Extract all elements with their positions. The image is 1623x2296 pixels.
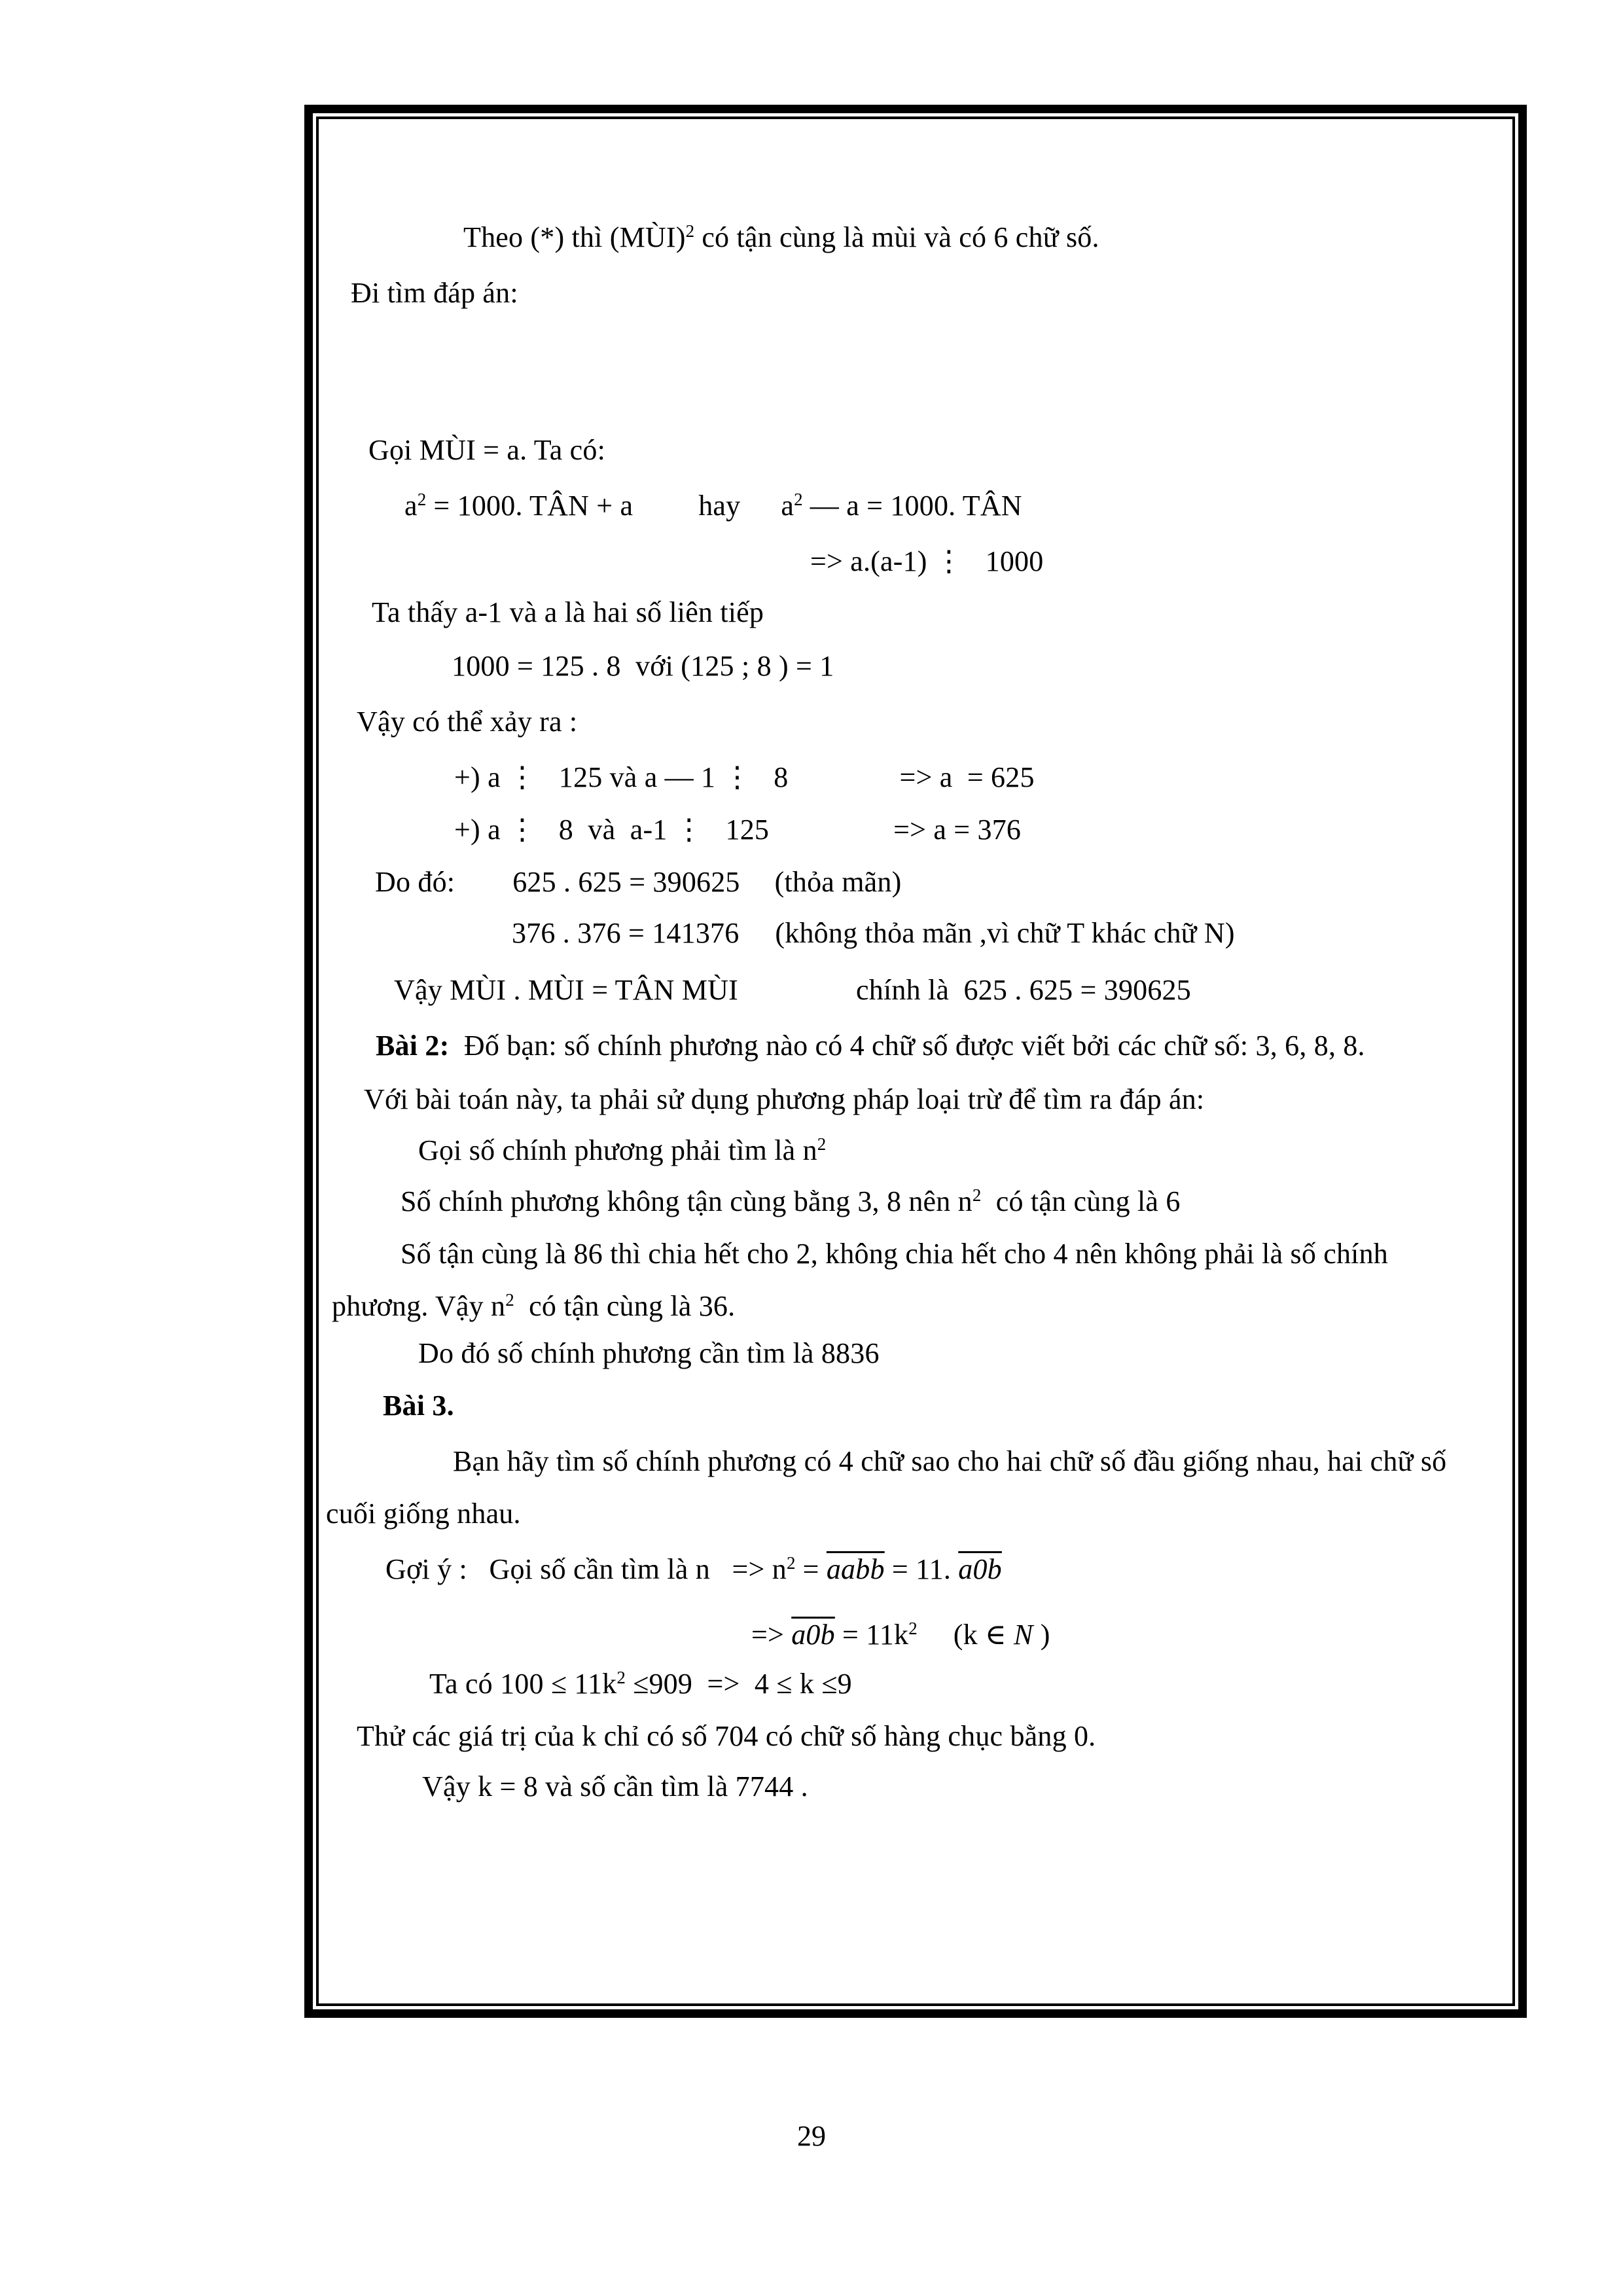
text-line	[453, 1442, 1446, 1481]
text-segment: (thỏa mãn)	[774, 866, 902, 898]
text-segment: Gọi MÙI = a. Ta có:	[368, 434, 605, 466]
text-line	[452, 647, 834, 686]
text-line	[418, 1131, 826, 1174]
text-segment: => a = 376	[893, 814, 1022, 846]
text-segment: =	[795, 1553, 827, 1585]
text-segment: Gọi số chính phương phải tìm là n	[418, 1134, 817, 1166]
text-line	[401, 1234, 1388, 1274]
tab-gap	[918, 1643, 954, 1644]
text-segment: Đố bạn: số chính phương nào có 4 chữ số được viết bởi các chữ số: 3, 6, 8, 8.	[449, 1030, 1365, 1062]
text-line	[401, 1182, 1181, 1225]
text-line	[810, 542, 1043, 581]
text-segment: 2	[786, 1553, 796, 1573]
text-segment: ⋮	[934, 545, 964, 577]
text-line	[372, 593, 764, 632]
text-segment: 1000 = 125 . 8 với (125 ; 8 ) = 1	[452, 650, 834, 682]
page-number: 29	[797, 2120, 826, 2152]
tab-gap	[769, 838, 893, 839]
text-segment: Do đó số chính phương cần tìm là 8836	[418, 1337, 880, 1369]
text-segment: Ta thấy a-1 và a là hai số liên tiếp	[372, 596, 764, 628]
text-line	[332, 1287, 735, 1329]
text-segment: 2	[817, 1134, 827, 1155]
text-line	[404, 486, 1022, 529]
text-segment: Vậy k = 8 và số cần tìm là 7744 .	[422, 1770, 808, 1803]
text-segment: hay	[698, 490, 741, 522]
text-segment: 376 . 376 = 141376	[512, 917, 740, 949]
text-segment: = 11k	[834, 1619, 909, 1651]
text-segment: ⋮	[674, 814, 704, 846]
text-segment: Thử các giá trị của k chỉ có số 704 có chữ số hàng chục bằng 0.	[357, 1720, 1096, 1752]
text-segment: ⋮	[508, 761, 537, 793]
text-segment: N	[1013, 1619, 1033, 1651]
text-line	[751, 1615, 1050, 1658]
text-segment: (k	[953, 1619, 985, 1651]
text-segment: Theo (*) thì (MÙI)	[463, 221, 686, 253]
text-segment: = 11.	[884, 1553, 959, 1585]
text-line	[364, 1080, 1204, 1119]
text-segment: Vậy có thể xảy ra :	[357, 706, 578, 738]
text-segment: 2	[417, 490, 427, 510]
text-line	[351, 274, 518, 313]
text-segment: ⋮	[722, 761, 752, 793]
text-segment: Do đó:	[375, 866, 455, 898]
text-segment: Bạn hãy tìm số chính phương có 4 chữ sao cho hai chữ số đầu giống nhau, hai chữ số	[453, 1445, 1447, 1477]
text-segment: — a = 1000. TÂN	[802, 490, 1022, 522]
text-segment: )	[1033, 1619, 1050, 1651]
text-segment: có tận cùng là mùi và có 6 chữ số.	[694, 221, 1099, 253]
text-segment: 2	[908, 1619, 918, 1639]
text-segment: có tận cùng là 6	[981, 1185, 1181, 1217]
tab-gap	[740, 514, 781, 515]
text-segment: Bài 3.	[383, 1390, 454, 1422]
text-line	[376, 1026, 1365, 1066]
text-segment: 125	[703, 814, 770, 846]
text-segment: a	[781, 490, 794, 522]
text-segment: 2	[794, 490, 803, 510]
text-line	[326, 1494, 521, 1534]
text-line	[422, 1767, 808, 1806]
text-segment: 2	[685, 221, 695, 242]
tab-gap	[633, 514, 698, 515]
text-segment: 1000	[963, 545, 1044, 577]
text-segment: cuối giống nhau.	[326, 1498, 521, 1530]
text-line	[357, 702, 577, 742]
text-segment: Gợi ý : Gọi số cần tìm là n => n	[385, 1553, 787, 1585]
text-segment: ∈	[985, 1619, 1007, 1651]
text-segment: ⋮	[508, 814, 537, 846]
text-segment: a0b	[791, 1619, 835, 1651]
text-segment: Đi tìm đáp án:	[351, 277, 518, 309]
text-segment: có tận cùng là 36.	[514, 1290, 736, 1322]
text-line	[383, 1386, 454, 1426]
text-segment: 8	[751, 761, 789, 793]
text-line	[418, 1334, 880, 1373]
text-segment: chính là 625 . 625 = 390625	[856, 974, 1191, 1006]
text-line	[454, 810, 1021, 850]
text-segment: Bài 2:	[376, 1030, 450, 1062]
text-segment: a	[404, 490, 418, 522]
text-segment: +) a	[454, 814, 508, 846]
text-segment: 125 và a — 1	[537, 761, 723, 793]
content	[319, 105, 1556, 2018]
text-line	[463, 218, 1099, 260]
text-line	[512, 914, 1235, 953]
text-segment: 2	[616, 1668, 626, 1688]
text-segment: Số tận cùng là 86 thì chia hết cho 2, không chia hết cho 4 nên không phải là số chính	[401, 1238, 1389, 1270]
text-line	[357, 1717, 1096, 1756]
text-segment: a0b	[958, 1553, 1002, 1585]
text-line	[375, 863, 901, 902]
text-segment: Số chính phương không tận cùng bằng 3, 8 nên n	[401, 1185, 972, 1217]
text-segment: 8 và a-1	[537, 814, 675, 846]
text-segment: = 1000. TÂN + a	[426, 490, 633, 522]
text-line	[368, 431, 605, 470]
text-line	[429, 1664, 852, 1707]
text-segment: Ta có 100 ≤ 11k	[429, 1668, 617, 1700]
text-segment: Với bài toán này, ta phải sử dụng phương pháp loại trừ để tìm ra đáp án:	[364, 1083, 1205, 1115]
text-segment: ≤909 => 4 ≤ k ≤9	[625, 1668, 852, 1700]
text-segment: =>	[751, 1619, 792, 1651]
text-segment: 2	[505, 1290, 514, 1310]
text-line	[454, 758, 1035, 797]
tab-gap	[788, 786, 899, 787]
text-segment: 2	[972, 1185, 982, 1206]
text-segment: 625 . 625 = 390625	[512, 866, 740, 898]
text-segment: Vậy MÙI . MÙI = TÂN MÙI	[394, 974, 739, 1006]
text-segment: aabb	[826, 1553, 885, 1585]
text-segment: phương. Vậy n	[332, 1290, 506, 1322]
text-segment: => a.(a-1)	[810, 545, 935, 577]
text-segment: => a = 625	[899, 761, 1035, 793]
text-line	[385, 1550, 1002, 1592]
text-line	[394, 971, 1191, 1010]
text-segment: +) a	[454, 761, 508, 793]
text-segment: (không thỏa mãn ,vì chữ T khác chữ N)	[775, 917, 1235, 949]
text-segment	[1007, 1619, 1014, 1651]
